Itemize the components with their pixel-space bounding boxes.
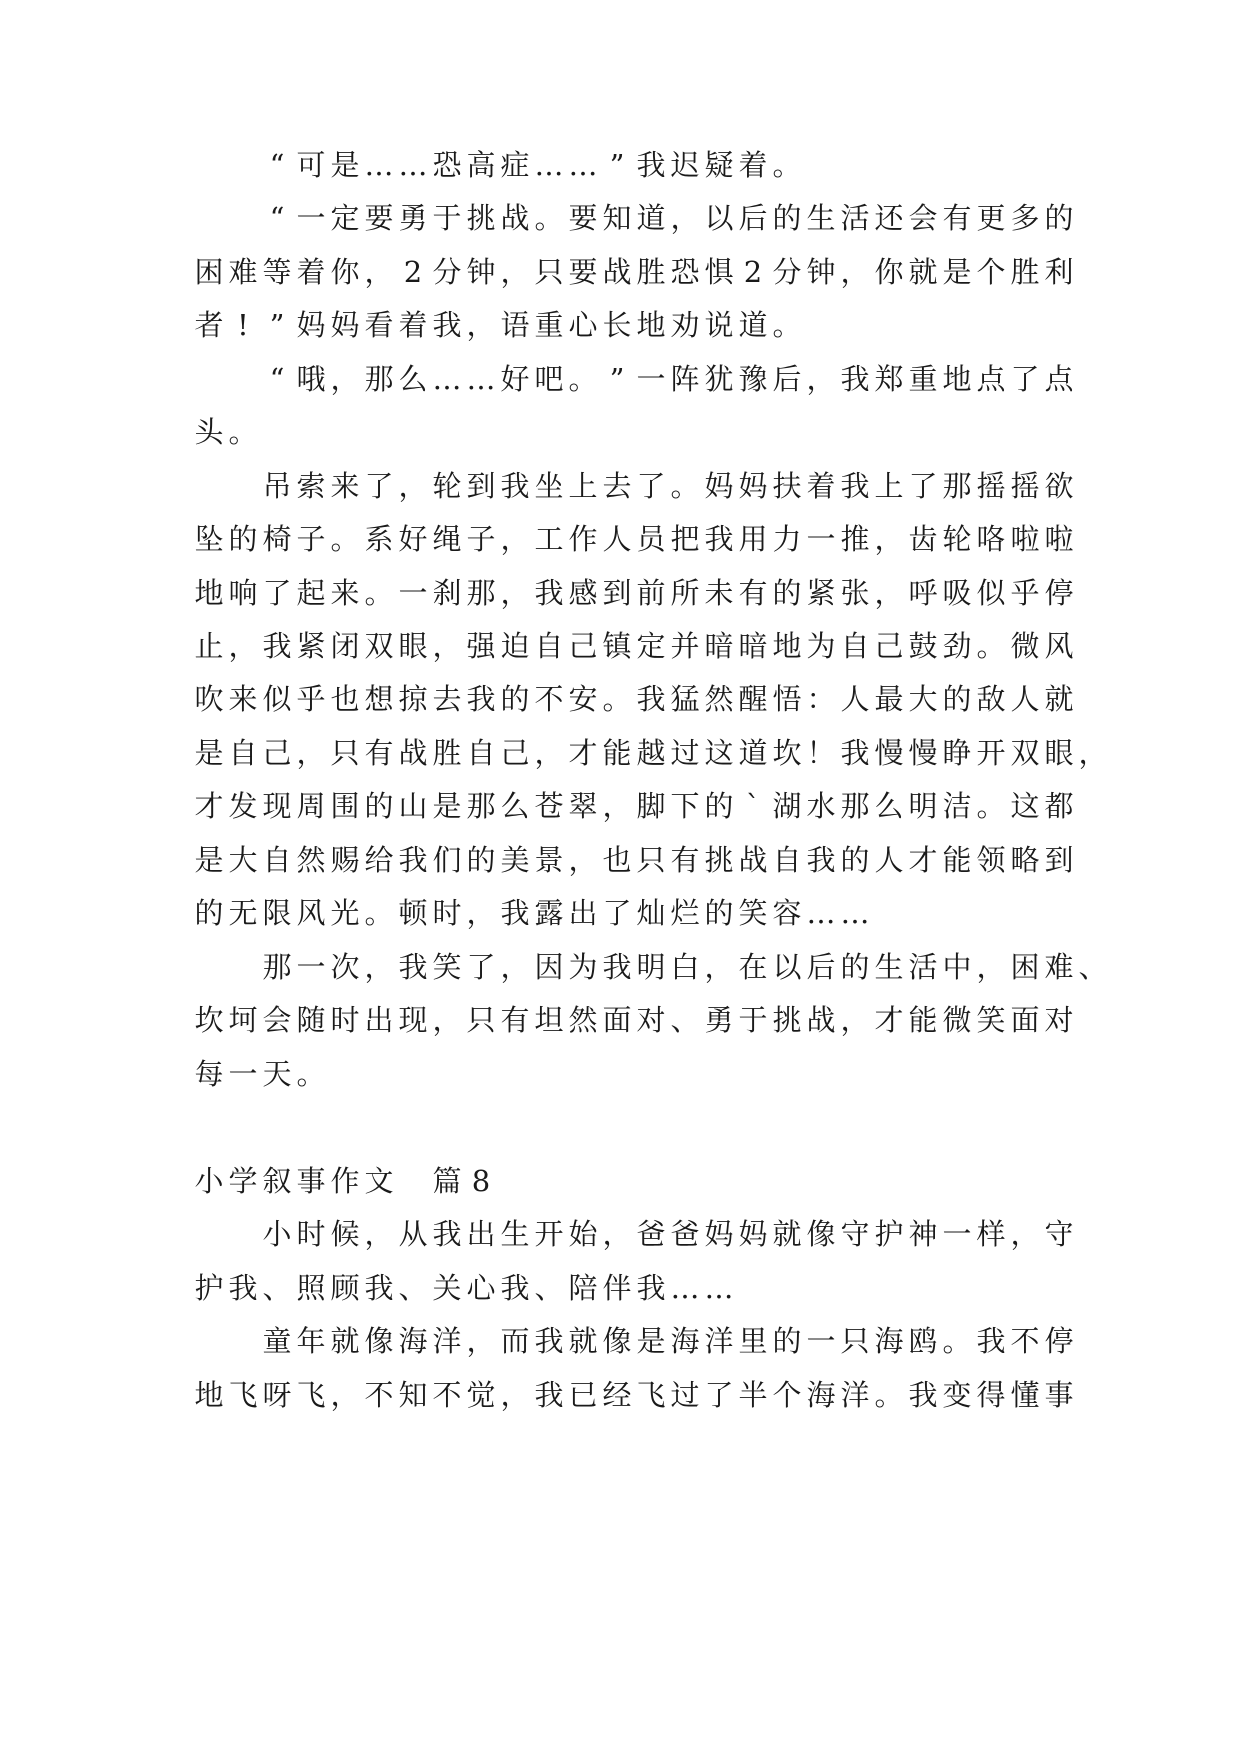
text-line: 才 发 现 周 围 的 山 是 那 么 苍 翠 ， 脚 下 的 ` 湖 水 那 么 明 洁 。 这 都 xyxy=(194,789,1074,823)
text-line: 是 自 己 ， 只 有 战 胜 自 己 ， 才 能 越 过 这 道 坎 ！ 我 慢 慢 睁 开 双 眼 ， xyxy=(194,736,1108,770)
text-line: 地 响 了 起 来 。 一 刹 那 ， 我 感 到 前 所 未 有 的 紧 张 ， 呼 吸 似 乎 停 xyxy=(194,576,1074,610)
text-line: 坎 坷 会 随 时 出 现 ， 只 有 坦 然 面 对 、 勇 于 挑 战 ， 才 能 微 笑 面 对 xyxy=(194,1003,1074,1037)
text-line: “ 一 定 要 勇 于 挑 战 。 要 知 道 ， 以 后 的 生 活 还 会 有 更 多 的 xyxy=(269,201,1074,235)
text-line: 护 我 、 照 顾 我 、 关 心 我 、 陪 伴 我 … … xyxy=(194,1271,734,1305)
text-line: 童 年 就 像 海 洋 ， 而 我 就 像 是 海 洋 里 的 一 只 海 鸥 。 我 不 停 xyxy=(262,1324,1074,1358)
text-line: 每 一 天 。 xyxy=(194,1057,326,1091)
text-line: 坠 的 椅 子 。 系 好 绳 子 ， 工 作 人 员 把 我 用 力 一 推 ， 齿 轮 咯 啦 啦 xyxy=(194,522,1074,556)
text-line: 头 。 xyxy=(194,415,258,449)
text-line: 止 ， 我 紧 闭 双 眼 ， 强 迫 自 己 镇 定 并 暗 暗 地 为 自 己 鼓 劲 。 微 风 xyxy=(194,629,1074,663)
text-line: 是 大 自 然 赐 给 我 们 的 美 景 ， 也 只 有 挑 战 自 我 的 人 才 能 领 略 到 xyxy=(194,843,1074,877)
text-line: 地 飞 呀 飞 ， 不 知 不 觉 ， 我 已 经 飞 过 了 半 个 海 洋 。 我 变 得 懂 事 xyxy=(194,1378,1074,1412)
text-line: 那 一 次 ， 我 笑 了 ， 因 为 我 明 白 ， 在 以 后 的 生 活 中 ， 困 难 、 xyxy=(262,950,1108,984)
text-line: 者 ! ” 妈 妈 看 着 我 ， 语 重 心 长 地 劝 说 道 。 xyxy=(194,308,802,342)
text-line: 的 无 限 风 光 。 顿 时 ， 我 露 出 了 灿 烂 的 笑 容 … … xyxy=(194,896,870,930)
text-line: “ 哦 ， 那 么 … … 好 吧 。 ” 一 阵 犹 豫 后 ， 我 郑 重 地 点 了 点 xyxy=(269,362,1074,396)
text-line: “ 可 是 … … 恐 高 症 … … ” 我 迟 疑 着 。 xyxy=(269,148,802,182)
text-line: 困 难 等 着 你 ， 2 分 钟 ， 只 要 战 胜 恐 惧 2 分 钟 ， 你 就 是 个 胜 利 xyxy=(194,255,1074,289)
text-line: 小 时 候 ， 从 我 出 生 开 始 ， 爸 爸 妈 妈 就 像 守 护 神 一 样 ， 守 xyxy=(262,1217,1074,1251)
text-line: 吊 索 来 了 ， 轮 到 我 坐 上 去 了 。 妈 妈 扶 着 我 上 了 那 摇 摇 欲 xyxy=(262,469,1074,503)
section-heading: 小 学 叙 事 作 文 篇 8 xyxy=(194,1164,491,1198)
text-line: 吹 来 似 乎 也 想 掠 去 我 的 不 安 。 我 猛 然 醒 悟 ： 人 最 大 的 敌 人 就 xyxy=(194,682,1074,716)
